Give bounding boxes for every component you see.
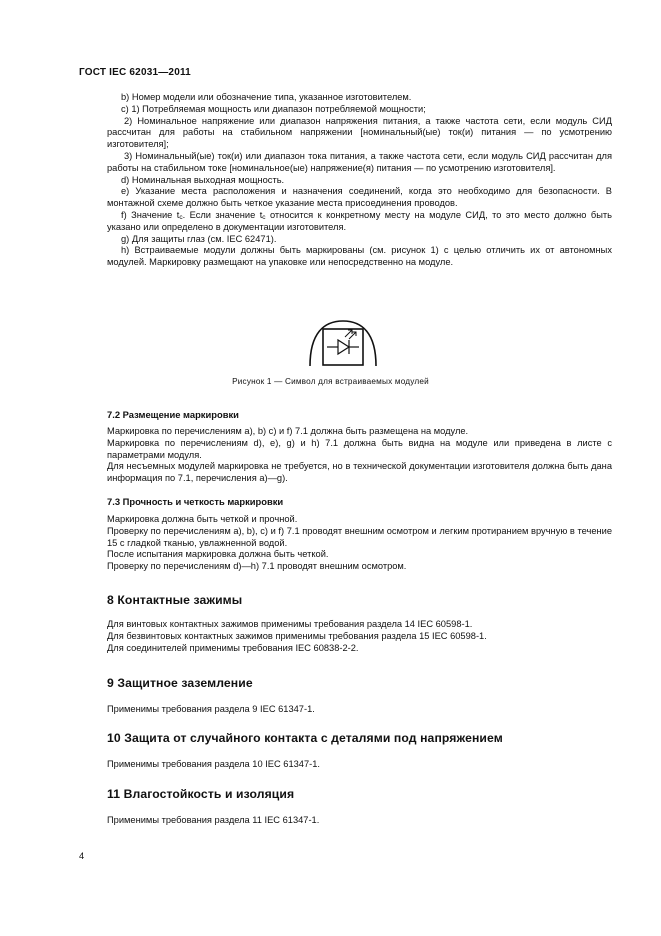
marking-list bbox=[107, 92, 612, 269]
section-7-3-body bbox=[107, 514, 612, 573]
section-10-heading: 10 Защита от случайного контакта с деталями под напряжением bbox=[107, 731, 503, 745]
section-8-heading: 8 Контактные зажимы bbox=[107, 593, 243, 607]
paragraph: Для безвинтовых контактных зажимов применимы требования раздела 15 IEC 60598-1. bbox=[107, 630, 487, 641]
paragraph: Применимы требования раздела 10 IEC 61347-1. bbox=[107, 759, 320, 769]
paragraph: Для соединителей применимы требования IEC 60838-2-2. bbox=[107, 642, 359, 653]
list-item-f: f) Значение $t_c$. Если значение $t_c$ относится к конкретному месту на модуле СИД, то это место должно быть указано или определено в документации изготовителя. bbox=[107, 209, 612, 232]
paragraph: Проверку по перечислениям a), b), c) и f) 7.1 проводят внешним осмотром и легким протиранием вручную в течение 15 с гладкой тканью, увлажненной водой. bbox=[107, 525, 612, 548]
list-item-c3: 3) Номинальный(ые) ток(и) или диапазон тока питания, а также частота сети, если модуль СИД рассчитан для работы на стабильном токе [номинальное(ые) напряжение(я) питания — по усмотрению изготовителя]. bbox=[107, 150, 612, 173]
section-10-body bbox=[107, 759, 612, 771]
list-item-h: h) Встраиваемые модули должны быть маркированы (см. рисунок 1) с целью отличить их от автономных модулей. Маркировку размещают на упаковке или непосредственно на модуле. bbox=[107, 245, 612, 268]
section-11-heading: 11 Влагостойкость и изоляция bbox=[107, 787, 295, 801]
section-7-3-heading: 7.3 Прочность и четкость маркировки bbox=[107, 496, 284, 507]
paragraph: Маркировка должна быть четкой и прочной. bbox=[107, 514, 298, 524]
section-7-2-body bbox=[107, 426, 612, 485]
list-item-g: g) Для защиты глаз (см. IEC 62471). bbox=[121, 233, 277, 244]
paragraph: Для несъемных модулей маркировка не требуется, но в технической документации изготовителя должна быть дана информация по 7.1, перечисления a)—g). bbox=[107, 461, 612, 484]
section-7-2-heading: 7.2 Размещение маркировки bbox=[107, 409, 239, 420]
paragraph: Применимы требования раздела 9 IEC 61347-1. bbox=[107, 704, 315, 714]
built-in-module-symbol-icon bbox=[308, 317, 378, 367]
paragraph: Маркировка по перечислениям a), b) c) и f) 7.1 должна быть размещена на модуле. bbox=[107, 426, 469, 436]
paragraph: После испытания маркировка должна быть четкой. bbox=[107, 549, 329, 560]
list-item-e: e) Указание места расположения и назначения соединений, когда это необходимо для безопасности. В монтажной схеме должно быть четкое указание места присоединения проводов. bbox=[107, 186, 612, 209]
page-number: 4 bbox=[79, 851, 85, 861]
list-item-d: d) Номинальная выходная мощность. bbox=[121, 174, 285, 185]
standard-title: ГОСТ IEC 62031—2011 bbox=[79, 67, 191, 78]
section-8-body bbox=[107, 619, 612, 654]
paragraph: Маркировка по перечислениям d), e), g) и h) 7.1 должна быть видна на модуле или приведена в листе с параметрами модуля. bbox=[107, 437, 612, 460]
section-11-body bbox=[107, 815, 612, 827]
list-item-c2: 2) Номинальное напряжение или диапазон напряжения питания, а также частота сети, если модуль СИД рассчитан для работы на стабильном напряжении [номинальный(ые) ток(и) питания — по усмотрению изготовителя]; bbox=[107, 115, 612, 150]
paragraph: Применимы требования раздела 11 IEC 61347-1. bbox=[107, 815, 320, 825]
section-9-body bbox=[107, 704, 612, 716]
figure-caption: Рисунок 1 — Символ для встраиваемых модулей bbox=[232, 377, 429, 386]
paragraph: Для винтовых контактных зажимов применимы требования раздела 14 IEC 60598-1. bbox=[107, 619, 473, 629]
list-item-c1: c) 1) Потребляемая мощность или диапазон потребляемой мощности; bbox=[121, 103, 426, 114]
paragraph: Проверку по перечислениям d)—h) 7.1 проводят внешним осмотром. bbox=[107, 561, 407, 572]
list-item-b: b) Номер модели или обозначение типа, указанное изготовителем. bbox=[121, 92, 412, 102]
section-9-heading: 9 Защитное заземление bbox=[107, 676, 253, 690]
